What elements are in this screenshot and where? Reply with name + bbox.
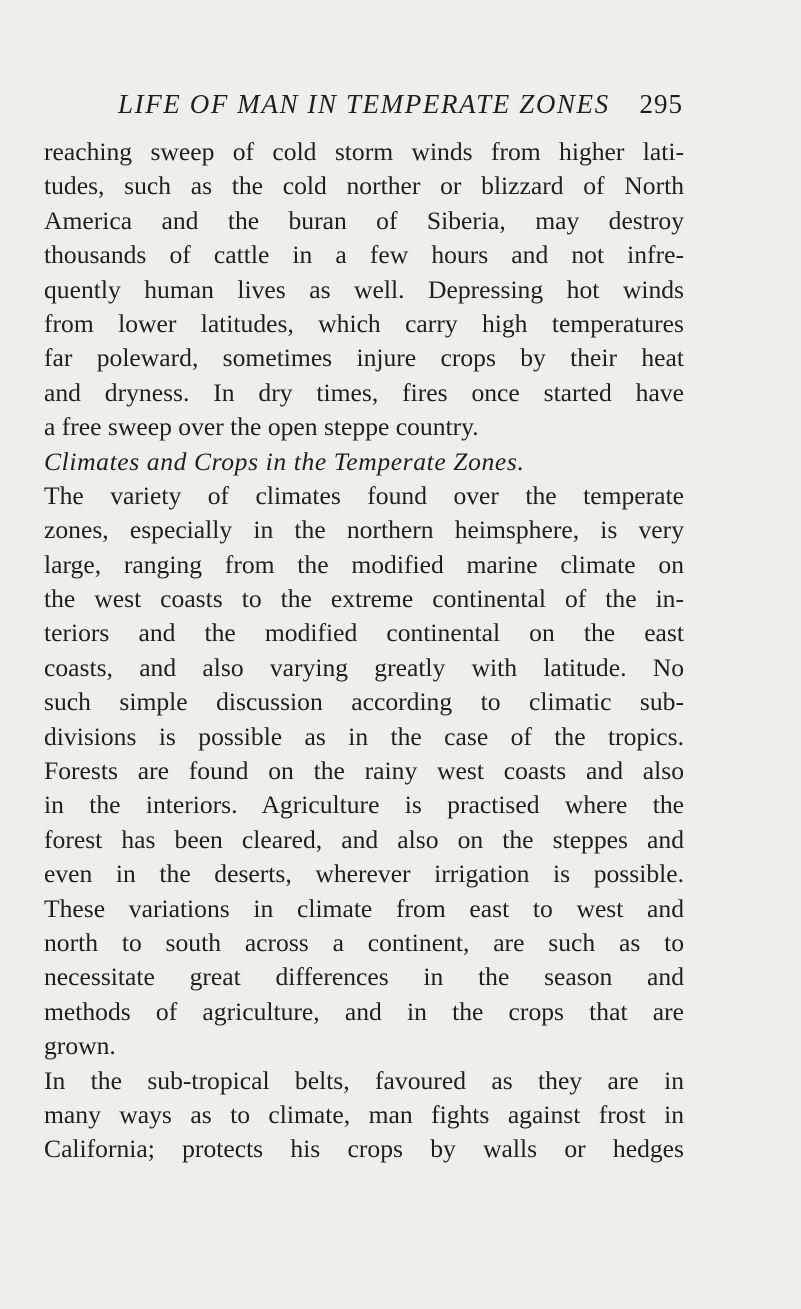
text-line: far poleward, sometimes injure crops by their heat	[44, 343, 684, 373]
text-line: a free sweep over the open steppe country.	[44, 412, 479, 442]
text-line: and dryness. In dry times, fires once started have	[44, 377, 684, 407]
text-line: in the interiors. Agriculture is practised where the	[44, 790, 684, 820]
page-number: 295	[639, 89, 683, 119]
text-line: quently human lives as well. Depressing hot winds	[44, 274, 684, 304]
text-line: even in the deserts, wherever irrigation is possible.	[44, 859, 684, 889]
text-line: methods of agriculture, and in the crops that are	[44, 996, 684, 1026]
body-text	[44, 135, 684, 1167]
text-line: grown.	[44, 1031, 116, 1061]
text-line: such simple discussion according to climatic sub-	[44, 687, 684, 717]
text-line: In the sub-tropical belts, favoured as they are in	[44, 1065, 684, 1095]
text-line: America and the buran of Siberia, may destroy	[44, 205, 684, 235]
text-line: thousands of cattle in a few hours and not infre-	[44, 240, 684, 270]
section-heading-line	[44, 445, 684, 479]
text-line: north to south across a continent, are such as to	[44, 927, 684, 957]
text-line: reaching sweep of cold storm winds from higher lati-	[44, 137, 684, 166]
text-line: many ways as to climate, man fights against frost in	[44, 1099, 684, 1129]
text-line: necessitate great differences in the season and	[44, 962, 684, 992]
text-line: tudes, such as the cold norther or blizzard of North	[44, 171, 684, 201]
running-head	[118, 86, 683, 122]
section-heading: Climates and Crops in the Temperate Zones.	[44, 446, 525, 476]
text-line: The variety of climates found over the temperate	[44, 480, 684, 510]
text-line: coasts, and also varying greatly with latitude. No	[44, 652, 684, 682]
text-line: Forests are found on the rainy west coasts and also	[44, 756, 684, 786]
text-line: These variations in climate from east to west and	[44, 893, 684, 923]
text-line: from lower latitudes, which carry high temperatures	[44, 308, 684, 338]
text-line: teriors and the modified continental on the east	[44, 618, 684, 648]
text-line: zones, especially in the northern heimsphere, is very	[44, 515, 684, 545]
text-line: large, ranging from the modified marine climate on	[44, 549, 684, 579]
text-line: divisions is possible as in the case of the tropics.	[44, 721, 684, 751]
text-line: the west coasts to the extreme continental of the in-	[44, 584, 684, 614]
text-line: California; protects his crops by walls or hedges	[44, 1134, 684, 1164]
text-line: forest has been cleared, and also on the steppes and	[44, 824, 684, 854]
running-title: LIFE OF MAN IN TEMPERATE ZONES	[118, 89, 610, 119]
